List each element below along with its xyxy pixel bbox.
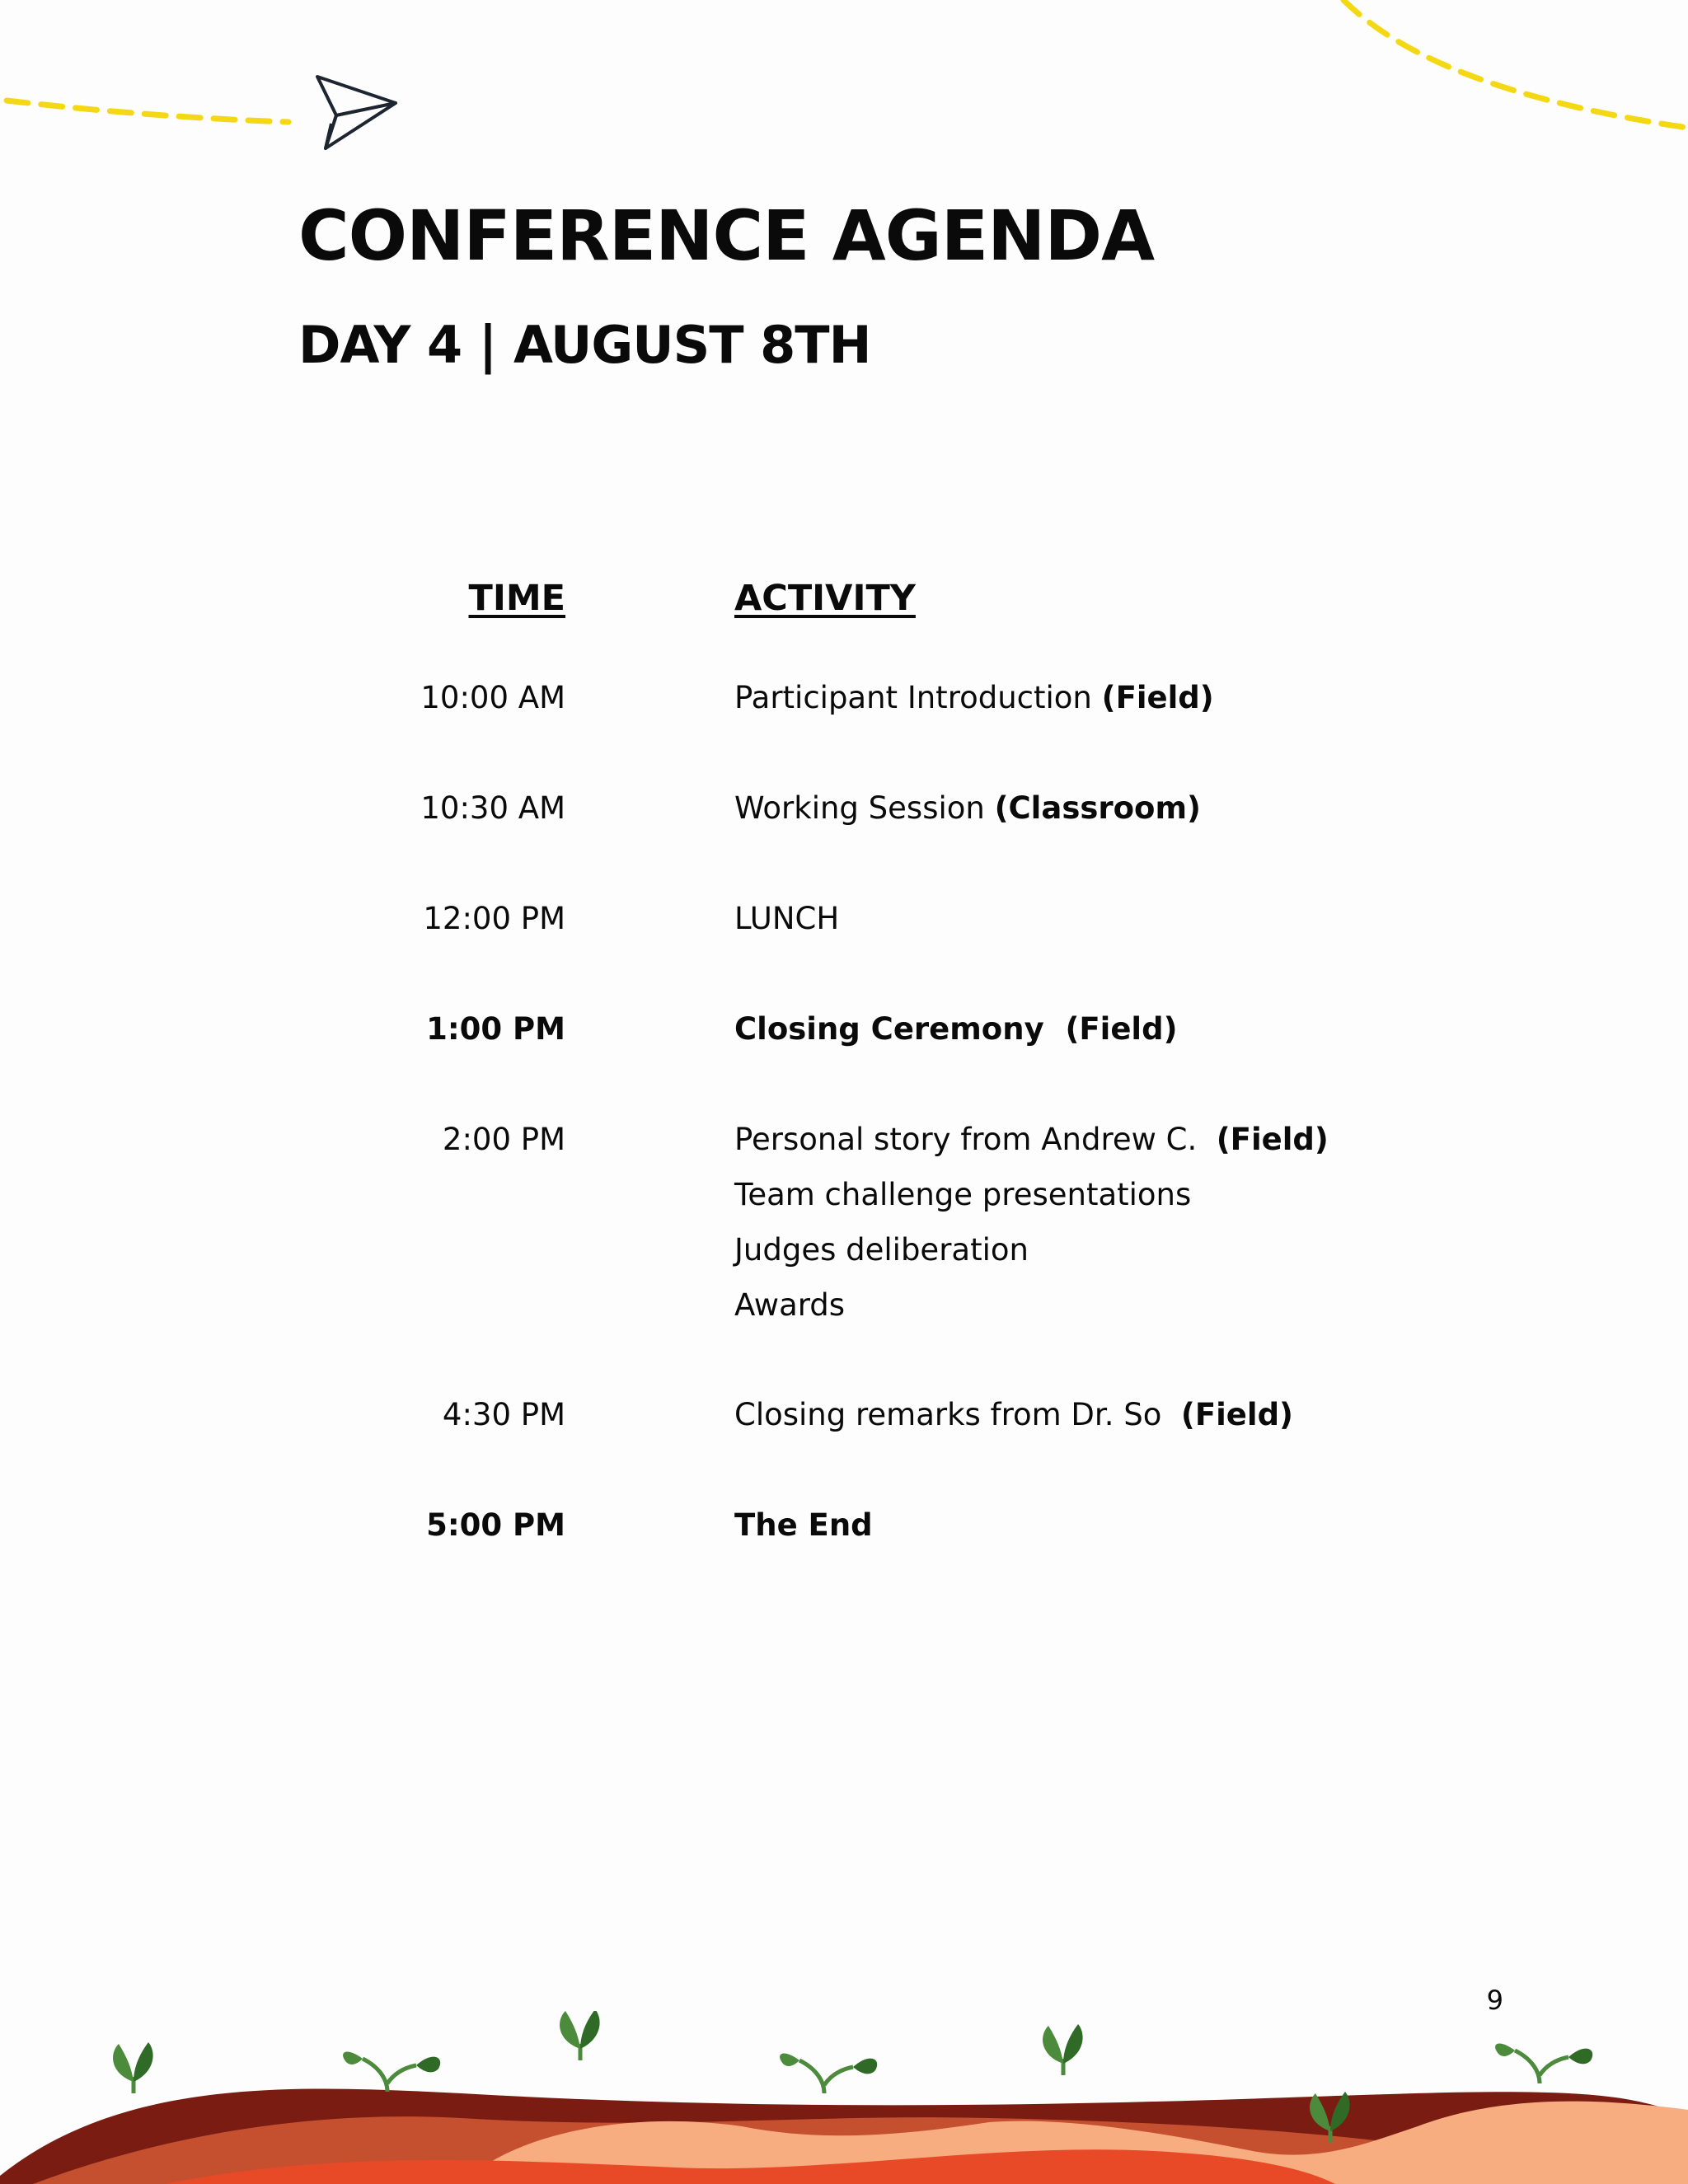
activity-column-header: ACTIVITY: [734, 578, 916, 619]
agenda-time: 5:00 PM: [426, 1507, 565, 1543]
activity-line: [734, 1277, 1329, 1333]
page-subtitle: DAY 4 | AUGUST 8TH: [298, 315, 871, 375]
activity-location: (Classroom): [994, 790, 1201, 826]
time-column-header: TIME: [468, 578, 565, 619]
activity-line: [734, 1222, 1329, 1277]
activity-location: (Field): [1180, 1397, 1293, 1432]
activity-line: [734, 1387, 1293, 1442]
agenda-time: 4:30 PM: [442, 1397, 565, 1432]
agenda-activity: [734, 1001, 1178, 1057]
page-number: 9: [1486, 1985, 1503, 2016]
activity-line: [734, 891, 839, 946]
activity-text: Closing remarks from Dr. So: [734, 1397, 1162, 1432]
dashed-trail-left: [7, 101, 288, 122]
agenda-activity: [734, 891, 839, 946]
agenda-activity: [734, 670, 1214, 725]
agenda-time: 2:00 PM: [442, 1122, 565, 1157]
activity-line: [734, 1497, 873, 1553]
agenda-activity: [734, 1497, 873, 1553]
activity-location: (Field): [1065, 1011, 1178, 1047]
sprout-icon: [343, 2051, 440, 2092]
activity-text: LUNCH: [734, 901, 840, 936]
activity-text: Awards: [734, 1287, 846, 1323]
dashed-trail-right: [1343, 0, 1688, 128]
sprout-icon: [1495, 2043, 1592, 2083]
activity-line: [734, 780, 1201, 836]
activity-line: [734, 1001, 1178, 1057]
activity-line: [734, 670, 1214, 725]
sprout-icon: [113, 2042, 153, 2093]
activity-text: The End: [734, 1507, 873, 1543]
agenda-time: 10:30 AM: [420, 790, 565, 826]
activity-line: [734, 1112, 1329, 1167]
activity-location: (Field): [1216, 1122, 1329, 1157]
activity-text: Closing Ceremony: [734, 1011, 1044, 1047]
paper-plane-icon: [317, 77, 396, 148]
sprout-icon: [780, 2053, 877, 2093]
bottom-hills-decoration: [0, 2011, 1688, 2184]
agenda-time: 10:00 AM: [420, 680, 565, 715]
activity-text: Working Session: [734, 790, 985, 826]
agenda-time: 12:00 PM: [423, 901, 565, 936]
agenda-activity: [734, 1387, 1293, 1442]
activity-text: Team challenge presentations: [734, 1177, 1192, 1212]
agenda-activity: [734, 780, 1201, 836]
activity-text: Participant Introduction: [734, 680, 1092, 715]
page-title: CONFERENCE AGENDA: [298, 195, 1155, 276]
activity-location: (Field): [1101, 680, 1214, 715]
activity-text: Judges deliberation: [734, 1232, 1029, 1268]
agenda-activity: [734, 1112, 1329, 1333]
sprout-icon: [1043, 2024, 1083, 2075]
top-decoration: [0, 0, 1688, 165]
activity-text: Personal story from Andrew C.: [734, 1122, 1198, 1157]
agenda-time: 1:00 PM: [426, 1011, 565, 1047]
sprout-icon: [560, 2011, 600, 2060]
activity-line: [734, 1167, 1329, 1222]
